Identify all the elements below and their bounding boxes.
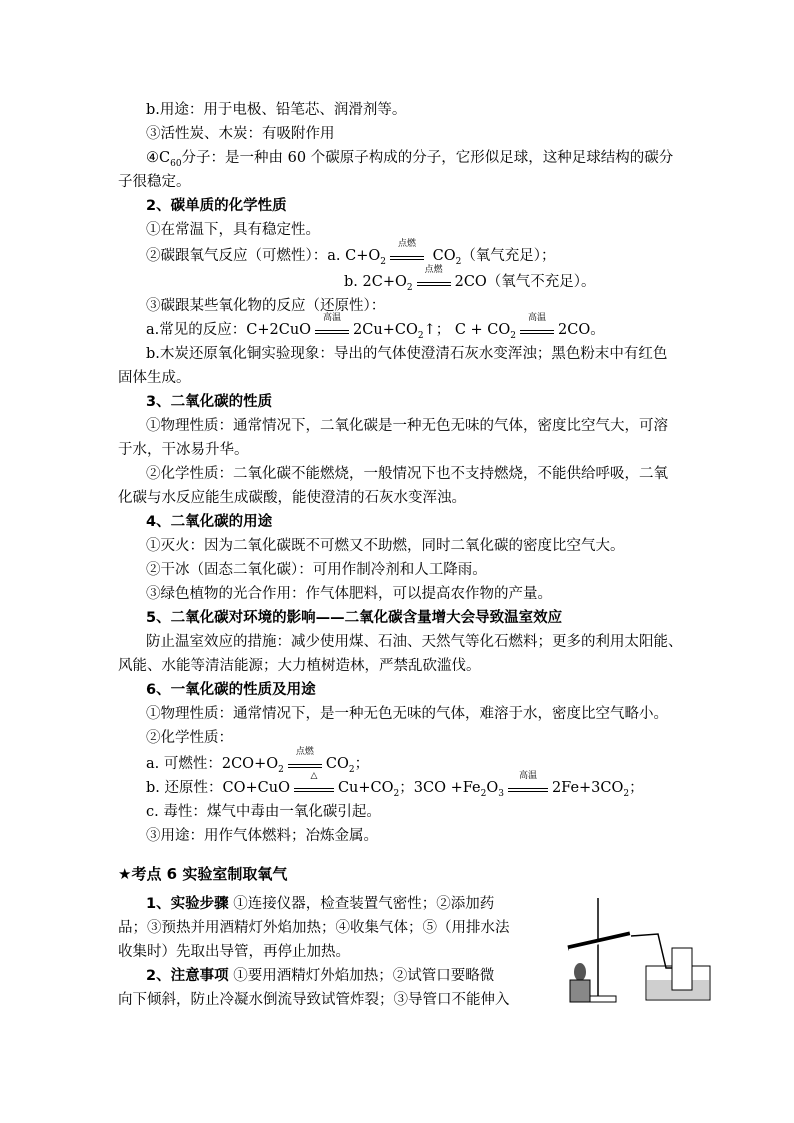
line-1: b.用途：用于电极、铅笔芯、润滑剂等。 — [146, 102, 407, 118]
text: CO — [432, 248, 456, 264]
subscript: 2 — [393, 788, 400, 799]
text: ；3CO +Fe — [399, 780, 481, 796]
subscript: 2 — [623, 788, 630, 799]
condition-text: △ — [310, 771, 318, 781]
text: 2Cu+CO — [353, 322, 418, 338]
condition-hightemp — [315, 313, 349, 339]
eq-line — [315, 333, 349, 334]
text: ↑； C + CO — [423, 322, 511, 338]
subscript: 2 — [278, 764, 284, 775]
eq-line — [294, 788, 334, 789]
line-22: ②化学性质： — [146, 730, 233, 746]
line-14: ②化学性质：二氧化碳不能燃烧，一般情况下也不支持燃烧，不能供给呼吸，二氧 — [146, 466, 668, 482]
subscript: 2 — [480, 788, 487, 799]
line-19: 防止温室效应的措施：减少使用煤、石油、天然气等化石燃料；更多的利用太阳能、 — [146, 634, 683, 650]
step-line-2: 品；③预热并用酒精灯外焰加热；④收集气体；⑤（用排水法 — [118, 920, 510, 936]
eq-line — [520, 330, 554, 331]
heading-4: 4、二氧化碳的用途 — [146, 514, 273, 530]
condition-hightemp — [508, 771, 548, 797]
subscript: 60 — [170, 158, 182, 169]
subscript: 2 — [406, 282, 413, 293]
heading-2: 2、碳单质的化学性质 — [146, 198, 287, 214]
line-2: ③活性炭、木炭：有吸附作用 — [146, 126, 335, 142]
condition-text: 高温 — [528, 313, 547, 323]
condition-text: 点燃 — [397, 239, 416, 249]
condition-text: 高温 — [518, 771, 537, 781]
oxygen-apparatus-illustration — [558, 896, 716, 1006]
text: ①要用酒精灯外焰加热；②试管口要略微 — [228, 968, 495, 984]
line-16: ①灭火：因为二氧化碳既不可燃又不助燃，同时二氧化碳的密度比空气大。 — [146, 538, 625, 554]
text: ； — [354, 756, 370, 772]
note-line-2: 向下倾斜，防止冷凝水倒流导致试管炸裂；③导管口不能伸入 — [118, 992, 510, 1008]
line-17: ②干冰（固态二氧化碳）：可用作制冷剂和人工降雨。 — [146, 562, 487, 578]
eq-line — [417, 282, 451, 283]
text: 分子：是一种由 60 个碳原子构成的分子，它形似足球，这种足球结构的碳分 — [181, 150, 674, 166]
condition-hightemp — [520, 313, 554, 339]
text: a. 可燃性：2CO+O — [146, 756, 279, 772]
subscript: 3 — [498, 788, 504, 799]
eq-line — [520, 333, 554, 334]
text: a.常见的反应：C+2CuO — [146, 322, 312, 338]
eq-line — [508, 788, 548, 789]
text: O — [486, 780, 499, 796]
subscript: 2 — [348, 764, 355, 775]
line-26: ③用途：用作气体燃料；冶炼金属。 — [146, 828, 378, 844]
eq-line — [417, 285, 451, 286]
line-11: 固体生成。 — [118, 370, 191, 386]
eq-line — [390, 259, 424, 260]
condition-text: 点燃 — [295, 747, 314, 757]
heading-5: 5、二氧化碳对环境的影响——二氧化碳含量增大会导致温室效应 — [146, 610, 563, 626]
eq-line — [294, 791, 334, 792]
text: 2Fe+3CO — [551, 780, 624, 796]
note-heading: 2、注意事项 — [146, 968, 229, 984]
eq-line — [508, 791, 548, 792]
line-10: b.木炭还原氧化铜实验现象：导出的气体使澄清石灰水变浑浊；黑色粉末中有红色 — [146, 346, 668, 362]
section-heading: ★考点 6 实验室制取氧气 — [118, 865, 288, 883]
step-line-1 — [146, 892, 494, 916]
text: 2CO（氧气不充足）。 — [454, 274, 596, 290]
step-heading: 1、实验步骤 — [146, 896, 229, 912]
condition-text: 高温 — [323, 313, 342, 323]
condition-text: 点燃 — [424, 265, 443, 275]
text: CO — [325, 756, 349, 772]
text: b. 2C+O — [344, 274, 407, 290]
text: ②碳跟氧气反应（可燃性）：a. C+O — [146, 248, 381, 264]
line-18: ③绿色植物的光合作用：作气体肥料，可以提高农作物的产量。 — [146, 586, 552, 602]
step-line-3: 收集时）先取出导管，再停止加热。 — [118, 944, 350, 960]
note-line-1 — [146, 964, 494, 988]
heading-3: 3、二氧化碳的性质 — [146, 394, 273, 410]
line-13: 于水，干冰易升华。 — [118, 442, 249, 458]
line-25: c. 毒性：煤气中毒由一氧化碳引起。 — [146, 804, 381, 820]
text: ； — [629, 780, 644, 796]
subscript: 2 — [380, 256, 386, 267]
condition-heat — [294, 771, 334, 797]
eq-line — [315, 330, 349, 331]
condition-ignite — [390, 239, 424, 265]
line-20: 风能、水能等清洁能源；大力植树造林，严禁乱砍滥伐。 — [118, 658, 481, 674]
line-8: ③碳跟某些氧化物的反应（还原性）： — [146, 298, 386, 314]
line-21: ①物理性质：通常情况下，是一种无色无味的气体，难溶于水，密度比空气略小。 — [146, 706, 668, 722]
line-4: 子很稳定。 — [118, 174, 191, 190]
eq-line — [288, 764, 322, 765]
heading-6: 6、一氧化碳的性质及用途 — [146, 682, 316, 698]
line-5: ①在常温下，具有稳定性。 — [146, 222, 320, 238]
text: ①连接仪器，检查装置气密性；②添加药 — [228, 896, 495, 912]
text: Cu+CO — [337, 780, 394, 796]
text: 2CO。 — [558, 322, 605, 338]
line-3 — [146, 146, 673, 176]
text: ④C — [146, 150, 171, 166]
line-12: ①物理性质：通常情况下，二氧化碳是一种无色无味的气体，密度比空气大，可溶 — [146, 418, 668, 434]
subscript: 2 — [455, 256, 462, 267]
subscript: 2 — [417, 330, 424, 341]
eq-line — [390, 256, 424, 257]
eq-line — [288, 767, 322, 768]
text: （氧气充足）； — [461, 248, 556, 264]
text: b. 还原性：CO+CuO — [146, 780, 290, 796]
line-15: 化碳与水反应能生成碳酸，能使澄清的石灰水变浑浊。 — [118, 490, 466, 506]
condition-ignite — [417, 265, 451, 291]
subscript: 2 — [510, 330, 517, 341]
